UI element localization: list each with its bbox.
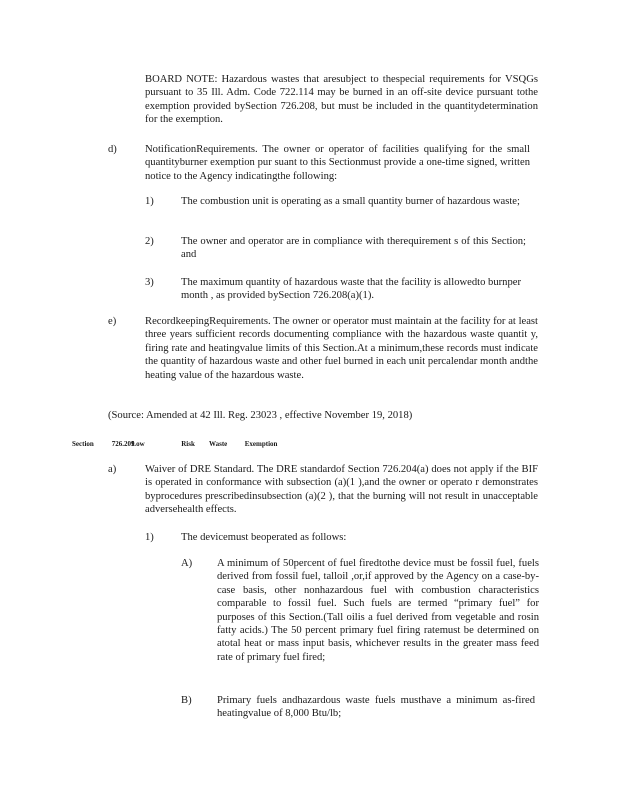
item-e-label: e): [108, 316, 117, 327]
waiver-dre-standard: Waiver of DRE Standard. The DRE standardof Section 726.204(a) does not apply if the BIF is operated in conformance with subsection (a)(1 ),and the owner or operato r demonstrates byprocedures prescribedinsubsection (a)(2 ), that the burning will not result in unacceptable adversehealth effects.: [145, 464, 538, 516]
section-heading: [72, 439, 277, 449]
notification-requirements: NotificationRequirements. The owner or operator of facilities qualifying for the small quantityburner exemption pur suant to this Sectionmust provide a one-time signed, written notice to the Agency indicatingthe following:: [145, 144, 530, 182]
section-title-d: Exemption: [244, 440, 278, 448]
section-number: 726.209: [111, 440, 135, 448]
item-a1B-label: B): [181, 695, 192, 706]
board-note: BOARD NOTE: Hazardous wastes that aresubject to thespecial requirements for VSQGs pursuant to 35 Ill. Adm. Code 722.114 may be burned in an off-site device pursuant tothe exemption provided bySection 726.208, but must be included in the quantitydetermination for the exemption.: [145, 74, 538, 126]
item-d-label: d): [108, 144, 117, 155]
item-a1A-label: A): [181, 558, 193, 569]
item-a1B-text: Primary fuels andhazardous waste fuels musthave a minimum as-fired heatingvalue of 8,000 Btu/lb;: [217, 695, 535, 720]
recordkeeping-requirements: RecordkeepingRequirements. The owner or operator must maintain at the facility for at least three years sufficient records documenting compliance with the hazardous waste quantit y, firing rate and heatingvalue limits of this Section.At a minimum,these records must indicate the quantity of hazardous waste and other fuel burned in each unit percalendar month andthe heating value of the hazardous waste.: [145, 316, 538, 381]
item-d1-text: The combustion unit is operating as a small quantity burner of hazardous waste;: [181, 196, 520, 207]
section-title-a: Low: [131, 440, 145, 448]
item-d2-text: The owner and operator are in compliance with therequirement s of this Section; and: [181, 236, 526, 261]
item-d1-label: 1): [145, 196, 154, 207]
item-d3-text: The maximum quantity of hazardous waste that the facility is allowedto burnper month , as provided bySection 726.208(a)(1).: [181, 277, 521, 302]
item-a1A-text: A minimum of 50percent of fuel firedtothe device must be fossil fuel, fuels derived from fossil fuel, talloil ,or,if approved by the Agency on a case-by-case basis, other nonhazardous fuel with combustion characteristics comparable to fossil fuel. Such fuels are termed “primary fuel” for purposes of this Section.(Tall oilis a fuel derived from vegetable and rosin fatty acids.) The 50 percent primary fuel firing ratemust be determined on atotal heat or mass input basis, whichever results in the greater mass feed rate of primary fuel fired;: [217, 558, 539, 663]
section-title-b: Risk: [181, 440, 195, 448]
source-note: (Source: Amended at 42 Ill. Reg. 23023 , effective November 19, 2018): [108, 410, 413, 421]
item-a1-text: The devicemust beoperated as follows:: [181, 532, 347, 543]
section-label: Section: [72, 440, 94, 448]
item-a-label: a): [108, 464, 117, 475]
item-a1-label: 1): [145, 532, 154, 543]
item-d2-label: 2): [145, 236, 154, 247]
section-title-c: Waste: [209, 440, 228, 448]
item-d3-label: 3): [145, 277, 154, 288]
